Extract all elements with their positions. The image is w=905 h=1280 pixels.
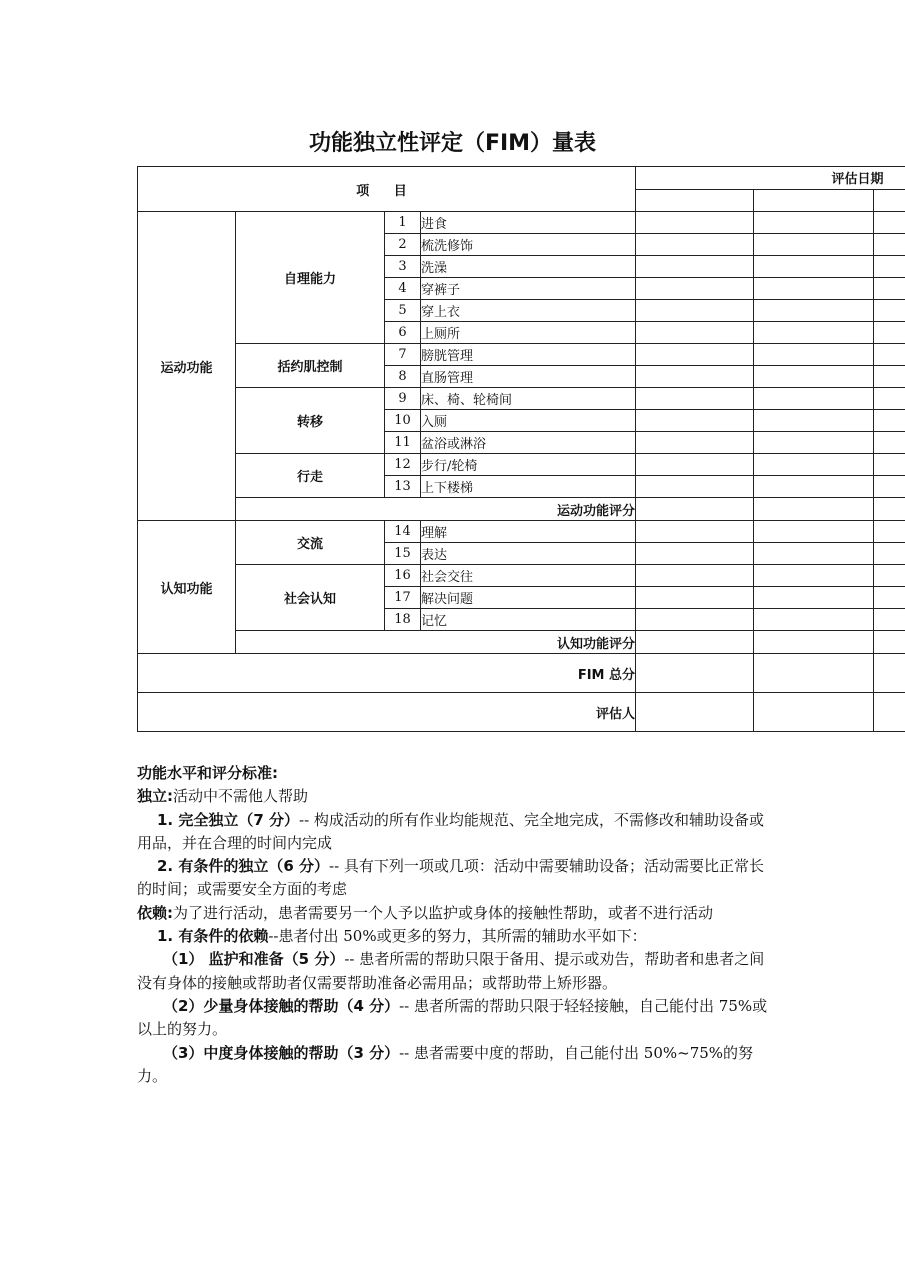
motor-score-label: 运动功能评分 (236, 498, 636, 521)
minimal-assist-level: （2）少量身体接触的帮助（4 分）-- 患者所需的帮助只限于轻轻接触，自己能付出 75%或以上的努力。 (137, 996, 768, 1039)
item-num: 13 (385, 476, 421, 498)
item-name: 床、椅、轮椅间 (421, 388, 636, 410)
score-cell[interactable] (636, 609, 754, 631)
item-name: 记忆 (421, 609, 636, 631)
category-cognitive: 认知功能 (138, 521, 236, 654)
score-cell[interactable] (636, 388, 754, 410)
group-sphincter: 括约肌控制 (236, 344, 385, 388)
score-cell[interactable] (874, 344, 905, 366)
score-cell[interactable] (636, 654, 754, 693)
notes-heading: 功能水平和评分标准: (137, 764, 278, 782)
item-num: 5 (385, 300, 421, 322)
score-cell[interactable] (754, 587, 874, 609)
item-name: 步行/轮椅 (421, 454, 636, 476)
score-cell[interactable] (754, 565, 874, 587)
assessor-cell[interactable] (636, 693, 754, 732)
score-cell[interactable] (754, 432, 874, 454)
date-cell[interactable] (874, 189, 905, 212)
item-num: 7 (385, 344, 421, 366)
score-cell[interactable] (636, 366, 754, 388)
modified-dependence: 1. 有条件的依赖--患者付出 50%或更多的努力，其所需的辅助水平如下： (157, 927, 647, 946)
independent-definition: 独立:活动中不需他人帮助 (137, 787, 309, 806)
page-title: 功能独立性评定（FIM）量表 (308, 131, 597, 156)
score-cell[interactable] (754, 234, 874, 256)
item-name: 上下楼梯 (421, 476, 636, 498)
score-cell[interactable] (754, 498, 874, 521)
score-cell[interactable] (874, 432, 905, 454)
item-num: 17 (385, 587, 421, 609)
group-communication: 交流 (236, 521, 385, 565)
score-cell[interactable] (874, 654, 905, 693)
score-cell[interactable] (874, 476, 905, 498)
score-cell[interactable] (874, 410, 905, 432)
score-cell[interactable] (636, 587, 754, 609)
item-num: 3 (385, 256, 421, 278)
cognitive-score-label: 认知功能评分 (236, 631, 636, 654)
score-cell[interactable] (636, 410, 754, 432)
score-cell[interactable] (874, 454, 905, 476)
score-cell[interactable] (636, 322, 754, 344)
score-cell[interactable] (754, 410, 874, 432)
item-num: 10 (385, 410, 421, 432)
item-num: 14 (385, 521, 421, 543)
score-cell[interactable] (636, 543, 754, 565)
score-cell[interactable] (754, 212, 874, 234)
score-cell[interactable] (754, 476, 874, 498)
score-cell[interactable] (636, 631, 754, 654)
header-item: 项 目 (138, 167, 636, 212)
score-cell[interactable] (874, 256, 905, 278)
score-cell[interactable] (754, 322, 874, 344)
dependence-definition: 依赖:为了进行活动，患者需要另一个人予以监护或身体的接触性帮助，或者不进行活动 (137, 903, 714, 922)
category-motor: 运动功能 (138, 212, 236, 521)
item-name: 穿上衣 (421, 300, 636, 322)
score-cell[interactable] (874, 587, 905, 609)
item-num: 18 (385, 609, 421, 631)
score-cell[interactable] (754, 609, 874, 631)
score-cell[interactable] (874, 388, 905, 410)
item-name: 梳洗修饰 (421, 234, 636, 256)
item-name: 直肠管理 (421, 366, 636, 388)
scoring-notes (137, 762, 777, 1088)
score-cell[interactable] (874, 212, 905, 234)
score-cell[interactable] (874, 322, 905, 344)
supervision-level: （1） 监护和准备（5 分）-- 患者所需的帮助只限于备用、提示或劝告，帮助者和患者之间没有身体的接触或帮助者仅需要帮助准备必需用品；或帮助带上矫形器。 (137, 950, 765, 992)
item-name: 社会交往 (421, 565, 636, 587)
assessor-cell[interactable] (754, 693, 874, 732)
score-cell[interactable] (754, 543, 874, 565)
score-cell[interactable] (874, 521, 905, 543)
item-num: 8 (385, 366, 421, 388)
item-name: 穿裤子 (421, 278, 636, 300)
score-cell[interactable] (636, 476, 754, 498)
score-cell[interactable] (636, 432, 754, 454)
score-cell[interactable] (636, 565, 754, 587)
assessor-label: 评估人 (138, 693, 636, 732)
score-cell[interactable] (754, 654, 874, 693)
score-cell[interactable] (754, 631, 874, 654)
group-social: 社会认知 (236, 565, 385, 631)
item-num: 11 (385, 432, 421, 454)
item-name: 上厕所 (421, 322, 636, 344)
score-cell[interactable] (754, 256, 874, 278)
score-cell[interactable] (754, 454, 874, 476)
item-name: 入厕 (421, 410, 636, 432)
score-cell[interactable] (636, 256, 754, 278)
score-cell[interactable] (874, 609, 905, 631)
score-cell[interactable] (874, 565, 905, 587)
group-locomotion: 行走 (236, 454, 385, 498)
item-num: 2 (385, 234, 421, 256)
date-cell[interactable] (754, 189, 874, 212)
score-cell[interactable] (636, 278, 754, 300)
assessor-cell[interactable] (874, 693, 905, 732)
score-cell[interactable] (636, 234, 754, 256)
item-num: 1 (385, 212, 421, 234)
item-name: 表达 (421, 543, 636, 565)
item-name: 解决问题 (421, 587, 636, 609)
complete-independence: 1. 完全独立（7 分）-- 构成活动的所有作业均能规范、完全地完成，不需修改和辅助设备或用品，并在合理的时间内完成 (137, 810, 764, 852)
header-date: 评估日期 (636, 167, 905, 190)
date-cell[interactable] (636, 189, 754, 212)
modified-independence: 2. 有条件的独立（6 分）-- 具有下列一项或几项：活动中需要辅助设备；活动需要比正常长的时间；或需要安全方面的考虑 (137, 857, 764, 899)
item-name: 理解 (421, 521, 636, 543)
item-num: 4 (385, 278, 421, 300)
fim-total-label: FIM 总分 (138, 654, 636, 693)
score-cell[interactable] (874, 631, 905, 654)
item-name: 盆浴或淋浴 (421, 432, 636, 454)
score-cell[interactable] (754, 278, 874, 300)
score-cell[interactable] (754, 388, 874, 410)
item-num: 9 (385, 388, 421, 410)
fim-table (137, 166, 905, 746)
score-cell[interactable] (874, 300, 905, 322)
score-cell[interactable] (636, 300, 754, 322)
score-cell[interactable] (874, 543, 905, 565)
item-name: 膀胱管理 (421, 344, 636, 366)
item-num: 15 (385, 543, 421, 565)
group-transfer: 转移 (236, 388, 385, 454)
score-cell[interactable] (754, 300, 874, 322)
score-cell[interactable] (754, 521, 874, 543)
item-name: 进食 (421, 212, 636, 234)
item-num: 6 (385, 322, 421, 344)
score-cell[interactable] (636, 498, 754, 521)
group-self-care: 自理能力 (236, 212, 385, 344)
score-cell[interactable] (636, 212, 754, 234)
score-cell[interactable] (636, 344, 754, 366)
score-cell[interactable] (874, 498, 905, 521)
score-cell[interactable] (874, 366, 905, 388)
score-cell[interactable] (754, 366, 874, 388)
item-num: 12 (385, 454, 421, 476)
score-cell[interactable] (874, 234, 905, 256)
moderate-assist-level: （3）中度身体接触的帮助（3 分）-- 患者需要中度的帮助，自己能付出 50%~75%的努力。 (137, 1043, 754, 1085)
item-name: 洗澡 (421, 256, 636, 278)
score-cell[interactable] (754, 344, 874, 366)
score-cell[interactable] (636, 521, 754, 543)
score-cell[interactable] (874, 278, 905, 300)
item-num: 16 (385, 565, 421, 587)
score-cell[interactable] (636, 454, 754, 476)
